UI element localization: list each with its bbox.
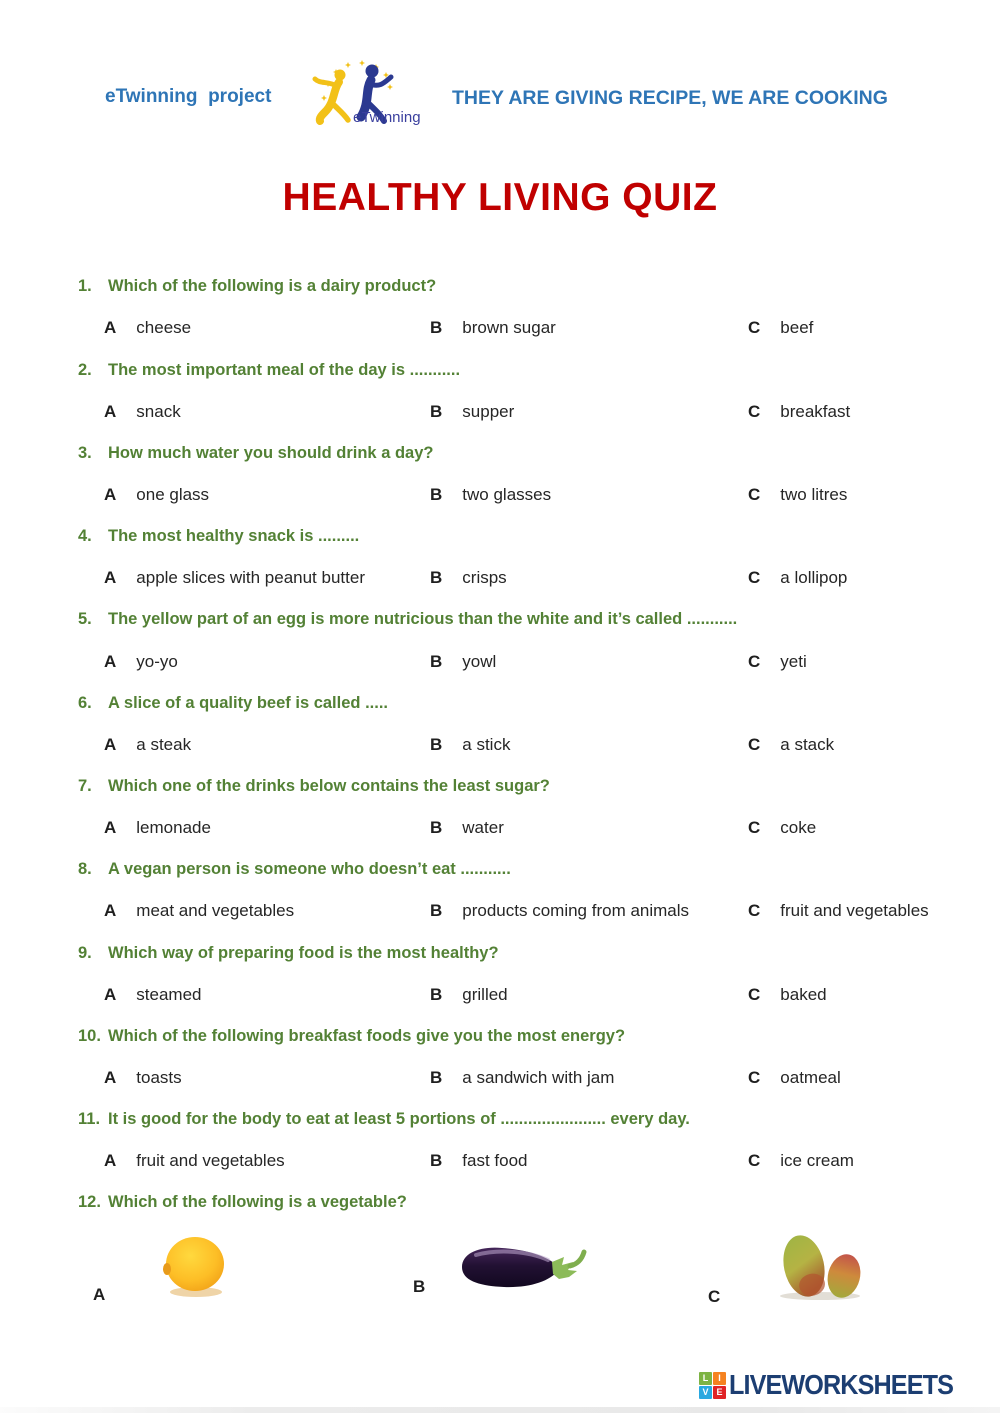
- mangoes-image: [766, 1228, 872, 1302]
- answer-option-b[interactable]: [430, 652, 748, 672]
- question-text: The most healthy snack is .........: [108, 527, 360, 546]
- option-letter: B: [430, 401, 443, 421]
- question-text: Which of the following is a dairy product?: [108, 277, 437, 296]
- question-text: Which of the following is a vegetable?: [108, 1193, 407, 1212]
- option-text: water: [462, 818, 504, 838]
- option-text: yowl: [462, 651, 497, 671]
- option-text: products coming from animals: [462, 901, 690, 921]
- answer-option-b[interactable]: [430, 901, 748, 921]
- answer-row: [0, 1140, 1000, 1182]
- option-text: two litres: [780, 485, 848, 505]
- answer-option-c[interactable]: [748, 652, 1000, 672]
- option-letter: C: [748, 1067, 761, 1087]
- answer-option-a[interactable]: [104, 901, 430, 921]
- question-number: 3.: [78, 443, 92, 462]
- option-text: coke: [780, 818, 817, 838]
- option-letter: B: [430, 734, 443, 754]
- image-option-letter-c: C: [708, 1287, 721, 1306]
- answer-option-b[interactable]: [430, 485, 748, 505]
- option-text: a stack: [780, 734, 835, 754]
- question: [0, 599, 1000, 641]
- question-text: It is good for the body to eat at least 5 portions of ....................... every day.: [108, 1110, 690, 1129]
- answer-option-c[interactable]: [748, 985, 1000, 1005]
- option-letter: C: [748, 734, 761, 754]
- answer-row: [0, 308, 1000, 350]
- question: [0, 932, 1000, 974]
- answer-option-a[interactable]: [104, 1068, 430, 1088]
- question-text: Which one of the drinks below contains the least sugar?: [108, 777, 550, 795]
- answer-option-a[interactable]: [104, 735, 430, 755]
- option-text: ice cream: [780, 1151, 854, 1171]
- question: [0, 766, 1000, 808]
- answer-option-c[interactable]: [748, 818, 1000, 838]
- answer-row: [0, 641, 1000, 683]
- answer-row: [0, 724, 1000, 766]
- option-text: apple slices with peanut butter: [136, 568, 365, 588]
- question-number: 11.: [78, 1110, 101, 1129]
- etwinning-logo-icon: [306, 60, 444, 132]
- question-number: 2.: [78, 360, 92, 379]
- option-letter: B: [430, 318, 443, 338]
- image-option-letter-a: A: [93, 1285, 106, 1304]
- answer-option-c[interactable]: [748, 1151, 1000, 1171]
- answer-option-a[interactable]: [104, 318, 430, 338]
- answer-option-a-lemon[interactable]: [156, 1232, 234, 1300]
- liveworksheets-logo[interactable]: [699, 1370, 978, 1400]
- answer-option-b[interactable]: [430, 1068, 748, 1088]
- option-letter: A: [104, 901, 117, 921]
- question: [0, 433, 1000, 475]
- answer-option-b[interactable]: [430, 568, 748, 588]
- option-letter: A: [104, 318, 117, 338]
- answer-option-c[interactable]: [748, 318, 1000, 338]
- option-letter: B: [430, 818, 443, 838]
- option-letter: C: [748, 651, 761, 671]
- option-text: meat and vegetables: [136, 901, 295, 921]
- option-text: baked: [780, 984, 827, 1004]
- option-text: a lollipop: [780, 568, 848, 588]
- option-letter: C: [748, 984, 761, 1004]
- option-text: yeti: [780, 651, 807, 671]
- option-text: a sandwich with jam: [462, 1067, 615, 1087]
- option-letter: C: [748, 568, 761, 588]
- option-text: supper: [462, 401, 515, 421]
- question: [0, 516, 1000, 558]
- option-text: fast food: [462, 1151, 528, 1171]
- option-text: fruit and vegetables: [136, 1151, 285, 1171]
- question: [0, 682, 1000, 724]
- answer-option-a[interactable]: [104, 402, 430, 422]
- option-text: yo-yo: [136, 651, 178, 671]
- option-letter: A: [104, 401, 117, 421]
- answer-option-a[interactable]: [104, 485, 430, 505]
- option-letter: C: [748, 901, 761, 921]
- option-text: crisps: [462, 568, 507, 588]
- answer-row: [0, 474, 1000, 516]
- option-text: brown sugar: [462, 318, 556, 338]
- brand-square-l: L: [699, 1372, 712, 1385]
- question-number: 7.: [78, 777, 92, 795]
- etwinning-project-label: eTwinning project: [105, 86, 272, 107]
- question-number: 6.: [78, 693, 92, 712]
- option-text: oatmeal: [780, 1067, 841, 1087]
- option-text: cheese: [136, 318, 192, 338]
- option-letter: A: [104, 1067, 117, 1087]
- answer-option-c[interactable]: [748, 485, 1000, 505]
- option-letter: C: [748, 1151, 761, 1171]
- answer-row: [0, 891, 1000, 933]
- answer-option-c[interactable]: [748, 402, 1000, 422]
- page-bottom-edge: [0, 1407, 1000, 1413]
- option-letter: B: [430, 485, 443, 505]
- option-letter: A: [104, 485, 117, 505]
- image-option-letter-b: B: [413, 1277, 426, 1296]
- option-text: breakfast: [780, 401, 851, 421]
- option-letter: B: [430, 901, 443, 921]
- question-number: 8.: [78, 860, 92, 879]
- option-letter: C: [748, 485, 761, 505]
- brand-square-v: V: [699, 1386, 712, 1399]
- question: [0, 1099, 1000, 1141]
- project-tagline: THEY ARE GIVING RECIPE, WE ARE COOKING: [452, 87, 888, 109]
- answer-option-a[interactable]: [104, 985, 430, 1005]
- question-number: 4.: [78, 527, 92, 546]
- answer-option-b[interactable]: [430, 402, 748, 422]
- answer-option-a[interactable]: [104, 652, 430, 672]
- answer-option-b[interactable]: [430, 985, 748, 1005]
- option-letter: B: [430, 984, 443, 1004]
- option-letter: A: [104, 818, 117, 838]
- option-letter: A: [104, 568, 117, 588]
- option-letter: B: [430, 568, 443, 588]
- question-text: A slice of a quality beef is called .....: [108, 693, 388, 712]
- answer-option-a[interactable]: [104, 1151, 430, 1171]
- question: [0, 266, 1000, 308]
- option-text: lemonade: [136, 818, 211, 838]
- brand-square-e: E: [713, 1386, 726, 1399]
- option-letter: B: [430, 1067, 443, 1087]
- answer-option-a[interactable]: [104, 568, 430, 588]
- answer-option-c-mangoes[interactable]: [766, 1228, 872, 1302]
- answer-option-b[interactable]: [430, 735, 748, 755]
- question: [0, 1182, 1000, 1224]
- question-number: 5.: [78, 610, 92, 629]
- option-text: a stick: [462, 734, 511, 754]
- answer-row: [0, 391, 1000, 433]
- question-number: 10.: [78, 1026, 101, 1045]
- question-text: The yellow part of an egg is more nutricious than the white and it’s called ...........: [108, 610, 738, 629]
- option-letter: C: [748, 818, 761, 838]
- question-number: 9.: [78, 943, 92, 962]
- option-letter: A: [104, 984, 117, 1004]
- answer-row: [0, 807, 1000, 849]
- answer-option-c[interactable]: [748, 568, 1000, 588]
- option-text: toasts: [136, 1067, 182, 1087]
- answer-row: [0, 1057, 1000, 1099]
- lemon-image: [156, 1232, 234, 1300]
- question-number: 1.: [78, 277, 92, 296]
- question: [0, 849, 1000, 891]
- option-letter: A: [104, 1151, 117, 1171]
- answer-option-b[interactable]: [430, 318, 748, 338]
- option-text: grilled: [462, 984, 508, 1004]
- brand-square-i: I: [713, 1372, 726, 1385]
- question-text: A vegan person is someone who doesn’t eat ...........: [108, 860, 511, 879]
- question-text: Which way of preparing food is the most healthy?: [108, 943, 499, 962]
- answer-option-c[interactable]: [748, 735, 1000, 755]
- question: [0, 1016, 1000, 1058]
- option-text: fruit and vegetables: [780, 901, 929, 921]
- answer-option-a[interactable]: [104, 818, 430, 838]
- answer-option-b[interactable]: [430, 818, 748, 838]
- answer-option-b-eggplant[interactable]: [456, 1238, 592, 1296]
- option-text: steamed: [136, 984, 202, 1004]
- option-letter: C: [748, 401, 761, 421]
- question: [0, 349, 1000, 391]
- option-letter: B: [430, 1151, 443, 1171]
- page-title: HEALTHY LIVING QUIZ: [282, 176, 718, 219]
- answer-option-b[interactable]: [430, 1151, 748, 1171]
- option-letter: A: [104, 651, 117, 671]
- answer-option-c[interactable]: [748, 1068, 1000, 1088]
- option-text: snack: [136, 401, 181, 421]
- question-text: How much water you should drink a day?: [108, 443, 434, 462]
- liveworksheets-squares-icon: [699, 1372, 726, 1399]
- answer-option-c[interactable]: [748, 901, 1000, 921]
- question-text: Which of the following breakfast foods give you the most energy?: [108, 1026, 626, 1045]
- question-list: [0, 266, 1000, 1224]
- option-text: one glass: [136, 485, 210, 505]
- option-letter: C: [748, 318, 761, 338]
- option-text: beef: [780, 318, 814, 338]
- brand-wordmark: LIVEWORKSHEETS: [729, 1369, 954, 1400]
- etwinning-logo-text: eTwinning: [353, 109, 421, 126]
- question-text: The most important meal of the day is ...........: [108, 360, 461, 379]
- answer-row: [0, 557, 1000, 599]
- option-letter: B: [430, 651, 443, 671]
- answer-row: [0, 974, 1000, 1016]
- question-number: 12.: [78, 1193, 101, 1212]
- eggplant-image: [456, 1238, 592, 1296]
- option-letter: A: [104, 734, 117, 754]
- option-text: two glasses: [462, 485, 552, 505]
- option-text: a steak: [136, 734, 192, 754]
